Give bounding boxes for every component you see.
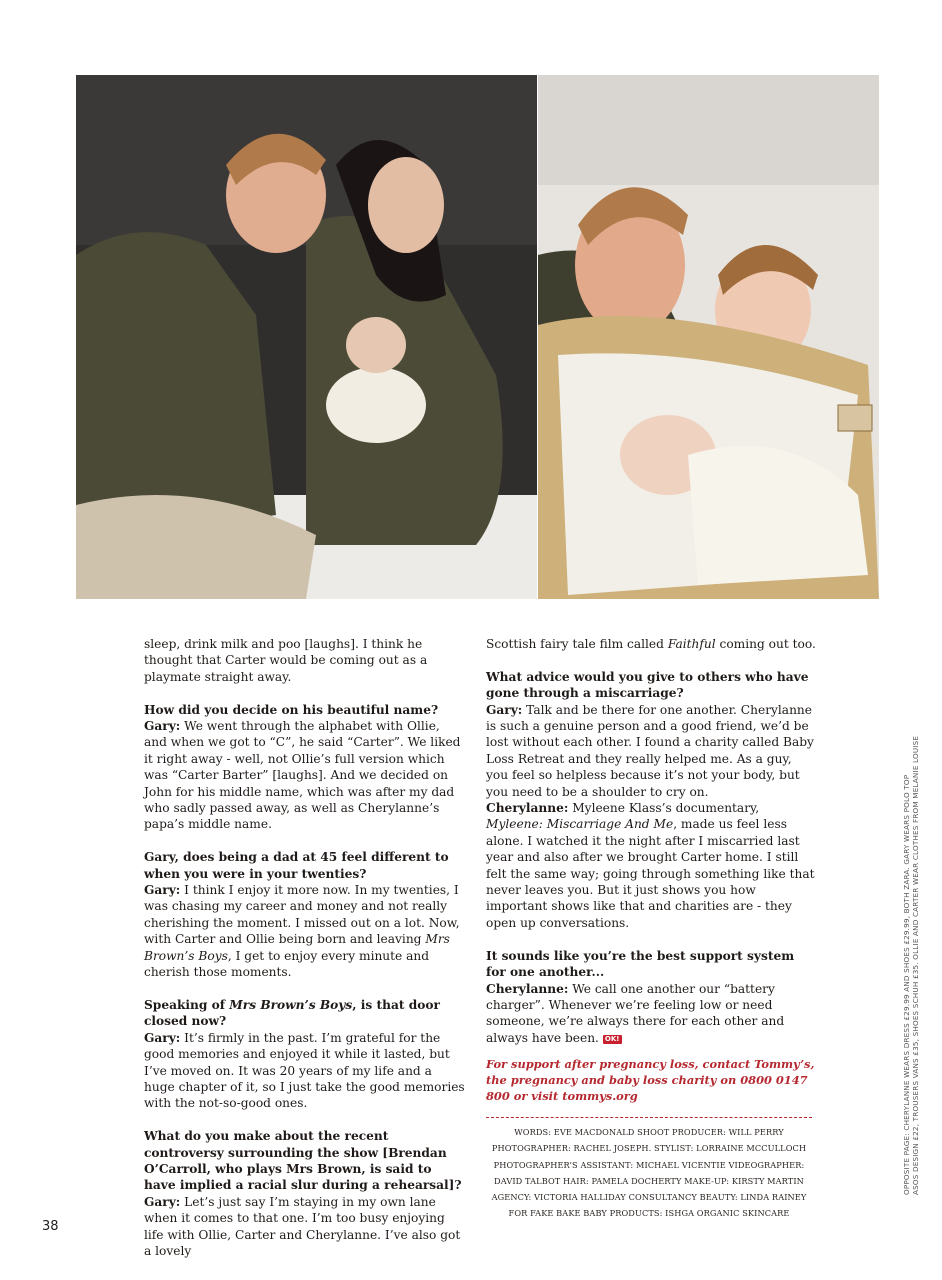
answer-text: Let’s just say I’m staying in my own lane when it comes to that one. I’m too busy enjoying life with Ollie, Carter and Cherylanne. I’ve also got a lovely bbox=[144, 1194, 461, 1258]
credit-line: FOR FAKE BAKE BABY PRODUCTS: ISHGA ORGANIC SKINCARE bbox=[508, 1208, 790, 1219]
answer-text: , made us feel less alone. I watched it the night after I miscarried last year and also after we brought Carter home. I still felt the same way; going through something like that never leaves you. But it just shows you how important shows like that and charities are - they open up conversations. bbox=[486, 817, 815, 930]
fashion-credit-line: ASOS DESIGN £22, TROUSERS VANS £35, SHOES SCHUH £35. OLLIE AND CARTER WEAR CLOTHES FROM MELANIE LOUISE bbox=[911, 735, 921, 1195]
continued-paragraph bbox=[486, 636, 816, 652]
credit-line: PHOTOGRAPHER’S ASSISTANT: MICHAEL VICENTIE VIDEOGRAPHER: bbox=[493, 1159, 805, 1170]
answer-support-system bbox=[486, 981, 816, 1047]
speaker-label: Cherylanne: bbox=[486, 981, 569, 996]
speaker-label: Cherylanne: bbox=[486, 801, 569, 816]
question-text: Speaking of bbox=[144, 997, 230, 1012]
answer-cherylanne-advice bbox=[486, 800, 816, 931]
question-miscarriage-advice: What advice would you give to others who have gone through a miscarriage? bbox=[486, 669, 809, 701]
ok-end-badge: OK! bbox=[604, 1034, 620, 1043]
answer-door-closed bbox=[144, 1030, 466, 1112]
answer-text: Talk and be there for one another. Cherylanne is such a genuine person and a good friend, we’d be lost without each other. I found a charity called Baby Loss Retreat and they really helped me. As a guy, you feel so helpless because it’s not your body, but you need to be a shoulder to cry on. bbox=[486, 702, 814, 799]
question-controversy: What do you make about the recent controversy surrounding the show [Brendan O’Carroll, who plays Mrs Brown, is said to have implied a racial slur during a rehearsal]? bbox=[144, 1129, 462, 1193]
article-left-column bbox=[144, 636, 466, 1259]
answer-gary-advice bbox=[486, 702, 816, 800]
shoot-credits bbox=[486, 1124, 812, 1221]
speaker-label: Gary: bbox=[486, 702, 523, 717]
film-title: Faithful bbox=[667, 637, 716, 651]
answer-name bbox=[144, 718, 466, 833]
answer-controversy bbox=[144, 1194, 466, 1260]
article-right-column bbox=[486, 636, 816, 1221]
intro-paragraph: sleep, drink milk and poo [laughs]. I think he thought that Carter would be coming out as a playmate straight away. bbox=[144, 637, 428, 684]
family-photo-left bbox=[76, 75, 537, 599]
answer-text: It’s firmly in the past. I’m grateful for the good memories and enjoyed it while it lasted, but I’ve moved on. It was 20 years of my life and a huge chapter of it, so I just take the good memories with the not-so-good ones. bbox=[144, 1030, 465, 1111]
show-title: Mrs Brown’s Boys bbox=[229, 997, 353, 1012]
paragraph-text: Scottish fairy tale film called bbox=[486, 637, 668, 651]
answer-text: , I get to enjoy every minute and cherish those moments. bbox=[144, 948, 430, 980]
speaker-label: Gary: bbox=[144, 719, 181, 734]
support-helpline-note: For support after pregnancy loss, contact Tommy’s, the pregnancy and baby loss charity on 0800 0147 800 or visit tommys.org bbox=[486, 1057, 815, 1104]
credit-line: DAVID TALBOT HAIR: PAMELA DOCHERTY MAKE-UP: KIRSTY MARTIN bbox=[494, 1175, 804, 1186]
family-photo-right bbox=[538, 75, 879, 599]
question-support-system: It sounds like you’re the best support system for one another... bbox=[486, 948, 795, 980]
fashion-credit-line: OPPOSITE PAGE: CHERYLANNE WEARS DRESS £29.99 AND SHOES £29.99, BOTH ZARA. GARY WEARS POLO TOP bbox=[902, 774, 911, 1195]
paragraph-text: coming out too. bbox=[715, 637, 816, 651]
answer-text: We call one another our “battery charger”. Whenever we’re feeling low or need someone, we’re always there for each other and always have been. bbox=[486, 981, 785, 1045]
show-title: Mrs Brown’s Boys bbox=[144, 932, 450, 963]
credit-line: PHOTOGRAPHER: RACHEL JOSEPH. STYLIST: LORRAINE MCCULLOCH bbox=[491, 1143, 807, 1154]
credits-divider bbox=[486, 1117, 812, 1118]
question-text: , is that door closed now? bbox=[144, 997, 440, 1029]
page-number: 38 bbox=[42, 1219, 59, 1234]
family-photo-left-image bbox=[76, 75, 537, 599]
fashion-credit-vertical bbox=[902, 685, 921, 1195]
answer-dad-at-45 bbox=[144, 882, 466, 980]
question-dad-at-45: Gary, does being a dad at 45 feel different to when you were in your twenties? bbox=[144, 850, 449, 881]
speaker-label: Gary: bbox=[144, 883, 181, 898]
documentary-title: Myleene: Miscarriage And Me bbox=[486, 817, 674, 832]
answer-text: Myleene Klass’s documentary, bbox=[568, 801, 760, 816]
question-door-closed bbox=[144, 997, 466, 1030]
answer-text: I think I enjoy it more now. In my twenties, I was chasing my career and money and not really cherishing the moment. I missed out on a lot. Now, with Carter and Ollie being born and leaving bbox=[144, 883, 460, 947]
credit-line: WORDS: EVE MACDONALD SHOOT PRODUCER: WILL PERRY bbox=[514, 1127, 784, 1138]
speaker-label: Gary: bbox=[144, 1194, 181, 1209]
question-name: How did you decide on his beautiful name? bbox=[144, 702, 439, 717]
family-photo-right-image bbox=[538, 75, 879, 599]
answer-text: We went through the alphabet with Ollie, and when we got to “C”, he said “Carter”. We liked it right away - well, not Ollie’s full version which was “Carter Barter” [laughs]. And we decided on John for his middle name, which was after my dad who sadly passed away, as well as Cherylanne’s papa’s middle name. bbox=[144, 719, 461, 832]
credit-line: AGENCY: VICTORIA HALLIDAY CONSULTANCY BEAUTY: LINDA RAINEY bbox=[491, 1191, 807, 1202]
speaker-label: Gary: bbox=[144, 1030, 181, 1045]
